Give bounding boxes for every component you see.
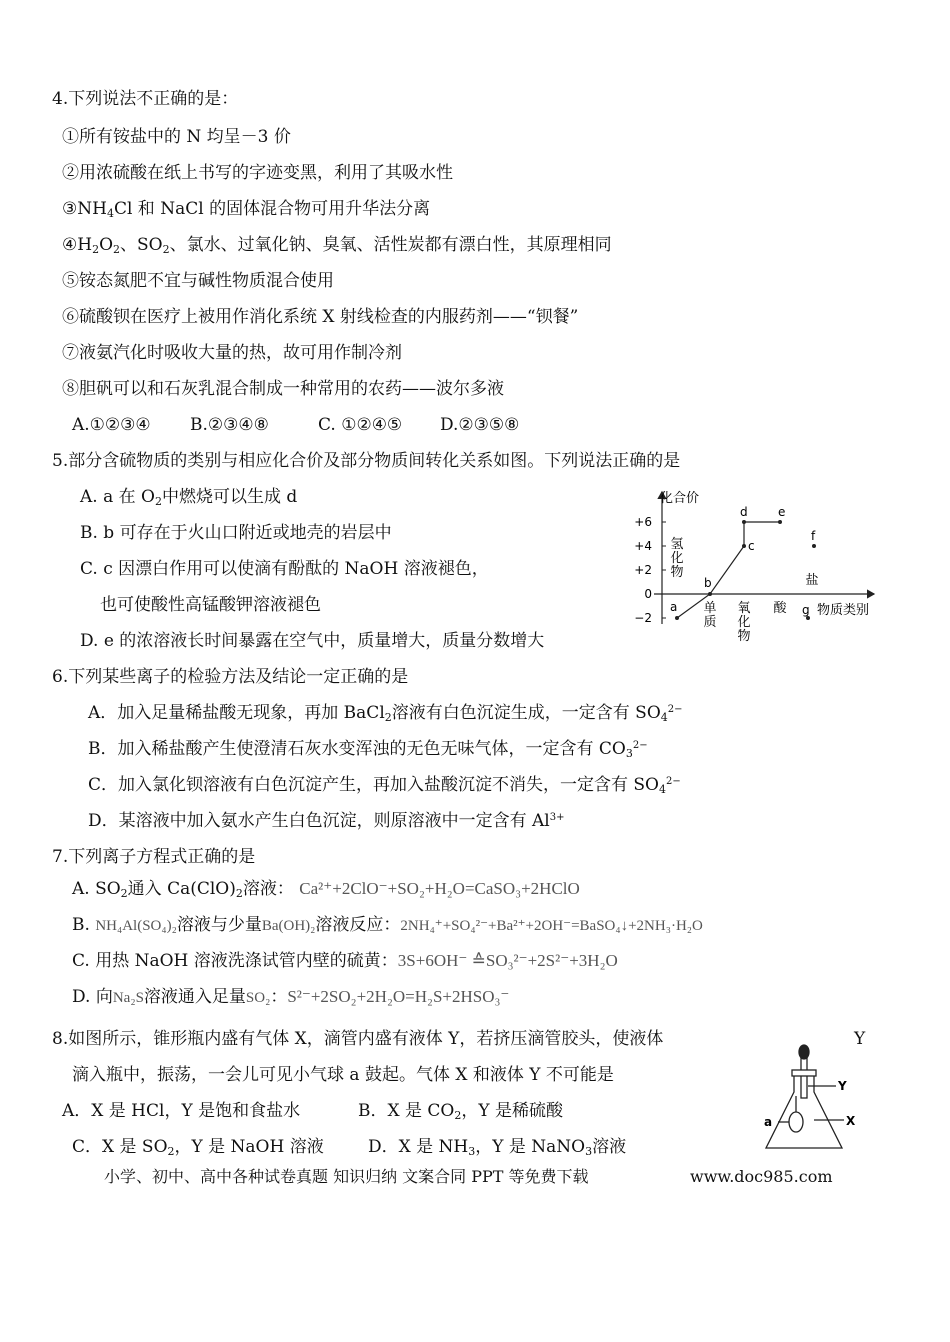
label-d: d <box>740 505 748 519</box>
q7-option-b: B. NH₄Al(SO₄)₂溶液与少量Ba(OH)₂溶液反应：2NH₄⁺+SO₄²⁻+Ba²⁺+2OH⁻=BaSO₄↓+2NH₃·H₂O <box>72 915 703 935</box>
label-b: b <box>704 576 712 590</box>
q5-option-b: B. b 可存在于火山口附近或地壳的岩层中 <box>80 523 392 543</box>
cat-acid: 酸 <box>773 601 787 616</box>
q8-stem-y: Y <box>854 1029 866 1049</box>
q8-option-d: D．X 是 $NH_3$，Y 是 NaNO$_3$溶液 <box>368 1137 627 1158</box>
cat-oxide-3: 物 <box>737 629 751 644</box>
q4-statement-6: ⑥硫酸钡在医疗上被用作消化系统 X 射线检查的内服药剂——“钡餐” <box>62 307 579 327</box>
x-axis-label: 物质类别 <box>817 603 870 618</box>
q4-statement-8: ⑧胆矾可以和石灰乳混合制成一种常用的农药——波尔多液 <box>62 379 504 399</box>
q4-statement-1: ①所有铵盐中的 N 均呈－3 价 <box>62 127 291 147</box>
point-f <box>812 544 816 548</box>
label-a: a <box>670 600 678 614</box>
tick-plus2: +2 <box>634 563 652 577</box>
q4-statement-5: ⑤铵态氮肥不宜与碱性物质混合使用 <box>62 271 334 291</box>
cat-hydride-2: 化 <box>670 551 684 566</box>
q4-stem: 4.下列说法不正确的是： <box>52 89 239 109</box>
q4-statement-4: $④H_2O_2$、$SO_2$、氯水、过氧化钠、臭氧、活性炭都有漂白性，其原理相同 <box>62 235 612 256</box>
flask-label-x: X <box>846 1114 856 1128</box>
balloon-a <box>789 1112 803 1132</box>
q4-statement-7: ⑦液氨汽化时吸收大量的热，故可用作制冷剂 <box>62 343 402 363</box>
q4-statement-2: ②用浓硫酸在纸上书写的字迹变黑，利用了其吸水性 <box>62 163 453 183</box>
footer-text: 小学、初中、高中各种试卷真题 知识归纳 文案合同 PPT 等免费下载 <box>104 1167 589 1186</box>
q7-stem: 7.下列离子方程式正确的是 <box>52 847 256 867</box>
q6-option-c: C．加入氯化钡溶液有白色沉淀产生，再加入盐酸沉淀不消失，一定含有 $SO_4^{2-}$ <box>88 775 681 796</box>
dropper-tube <box>801 1058 807 1098</box>
q5-stem: 5.部分含硫物质的类别与相应化合价及部分物质间转化关系如图。下列说法正确的是 <box>52 451 681 471</box>
cat-oxide-2: 化 <box>737 615 751 630</box>
y-axis-label: 化合价 <box>660 491 700 506</box>
q7-option-c: C. 用热 NaOH 溶液洗涤试管内壁的硫黄：3S+6OH⁻ ≙SO₃²⁻+2S²⁻+3H₂O <box>72 951 618 971</box>
valence-category-chart <box>622 484 892 654</box>
q7-d-equation: S²⁻+2SO₂+2H₂O=H₂S+2HSO₃⁻ <box>287 987 510 1006</box>
flask-label-a: a <box>764 1115 773 1129</box>
label-g: g <box>802 603 810 617</box>
flask-body <box>766 1076 842 1148</box>
stopper <box>792 1070 816 1076</box>
q6-stem: 6.下列某些离子的检验方法及结论一定正确的是 <box>52 667 409 687</box>
q6-option-b: B．加入稀盐酸产生使澄清石灰水变浑浊的无色无味气体，一定含有 $CO_3^{2-}$ <box>88 739 648 760</box>
tick-plus6: +6 <box>634 515 652 529</box>
point-a <box>675 616 679 620</box>
tick-plus4: +4 <box>634 539 652 553</box>
q7-option-d: D. 向Na₂S溶液通入足量SO₂：S²⁻+2SO₂+2H₂O=H₂S+2HSO₃⁻ <box>72 987 510 1007</box>
y-ticks <box>634 515 666 625</box>
q8-option-b: B．X 是 $CO_2$，Y 是稀硫酸 <box>358 1101 563 1122</box>
q5-option-c-cont: 也可使酸性高锰酸钾溶液褪色 <box>100 595 321 615</box>
label-f: f <box>811 529 816 543</box>
q8-stem: 8.如图所示，锥形瓶内盛有气体 X，滴管内盛有液体 Y，若挤压滴管胶头，使液体 <box>52 1029 664 1049</box>
q5-option-c: C. c 因漂白作用可以使滴有酚酞的 NaOH 溶液褪色， <box>80 559 489 579</box>
q6-option-a: A．加入足量稀盐酸无现象，再加 BaCl$_2$溶液有白色沉淀生成，一定含有 $SO_4^{2-}$ <box>88 703 683 724</box>
q6-option-d: D．某溶液中加入氨水产生白色沉淀，则原溶液中一定含有 $Al^{3+}$ <box>88 811 565 831</box>
q7-a-equation: Ca²⁺+2ClO⁻+SO₂+H₂O=CaSO₃+2HClO <box>299 879 580 898</box>
point-e <box>778 520 782 524</box>
q8-stem-cont: 滴入瓶中，振荡，一会儿可见小气球 a 鼓起。气体 X 和液体 Y 不可能是 <box>72 1065 614 1085</box>
q7-b-equation: 2NH₄⁺+SO₄²⁻+Ba²⁺+2OH⁻=BaSO₄↓+2NH₃·H₂O <box>400 918 703 934</box>
q8-option-c: C．X 是 $SO_2$，Y 是 NaOH 溶液 <box>72 1137 324 1158</box>
tick-zero: 0 <box>644 587 652 601</box>
q4-option-a: A.①②③④ <box>72 415 151 435</box>
q4-option-c: C. ①②④⑤ <box>318 415 403 435</box>
point-c <box>742 544 746 548</box>
label-c: c <box>748 539 755 553</box>
cat-element-1: 单 <box>703 601 717 616</box>
cat-hydride-3: 物 <box>670 565 684 580</box>
q8-option-a: A．X 是 HCl，Y 是饱和食盐水 <box>62 1101 301 1121</box>
point-b <box>708 592 712 596</box>
cat-oxide-1: 氧 <box>737 601 751 616</box>
q4-option-d: D.②③⑤⑧ <box>440 415 520 435</box>
category-labels <box>670 537 818 644</box>
q7-c-equation: 3S+6OH⁻ ≙SO₃²⁻+2S²⁻+3H₂O <box>397 951 618 970</box>
q7-option-a: A. $SO_2$通入 $Ca(ClO)_2$溶液： Ca²⁺+2ClO⁻+SO₂+H₂O=CaSO₃+2HClO <box>72 879 580 900</box>
footer-url[interactable]: www.doc985.com <box>690 1167 833 1186</box>
cat-salt: 盐 <box>805 573 819 588</box>
flask-label-y: Y <box>838 1079 847 1093</box>
label-e: e <box>778 505 786 519</box>
q4-statement-3: $③NH_4Cl$ 和 NaCl 的固体混合物可用升华法分离 <box>62 199 431 220</box>
dropper-bulb <box>799 1045 809 1059</box>
q4-option-b: B.②③④⑧ <box>190 415 269 435</box>
q5-option-a: A. a 在 $O_2$中燃烧可以生成 d <box>80 487 298 508</box>
cat-element-2: 质 <box>703 615 717 630</box>
point-d <box>742 520 746 524</box>
q5-option-d: D. e 的浓溶液长时间暴露在空气中，质量增大，质量分数增大 <box>80 631 545 651</box>
cat-hydride-1: 氢 <box>670 537 684 552</box>
flask-apparatus-diagram <box>752 1040 862 1160</box>
tick-minus2: −2 <box>634 611 652 625</box>
